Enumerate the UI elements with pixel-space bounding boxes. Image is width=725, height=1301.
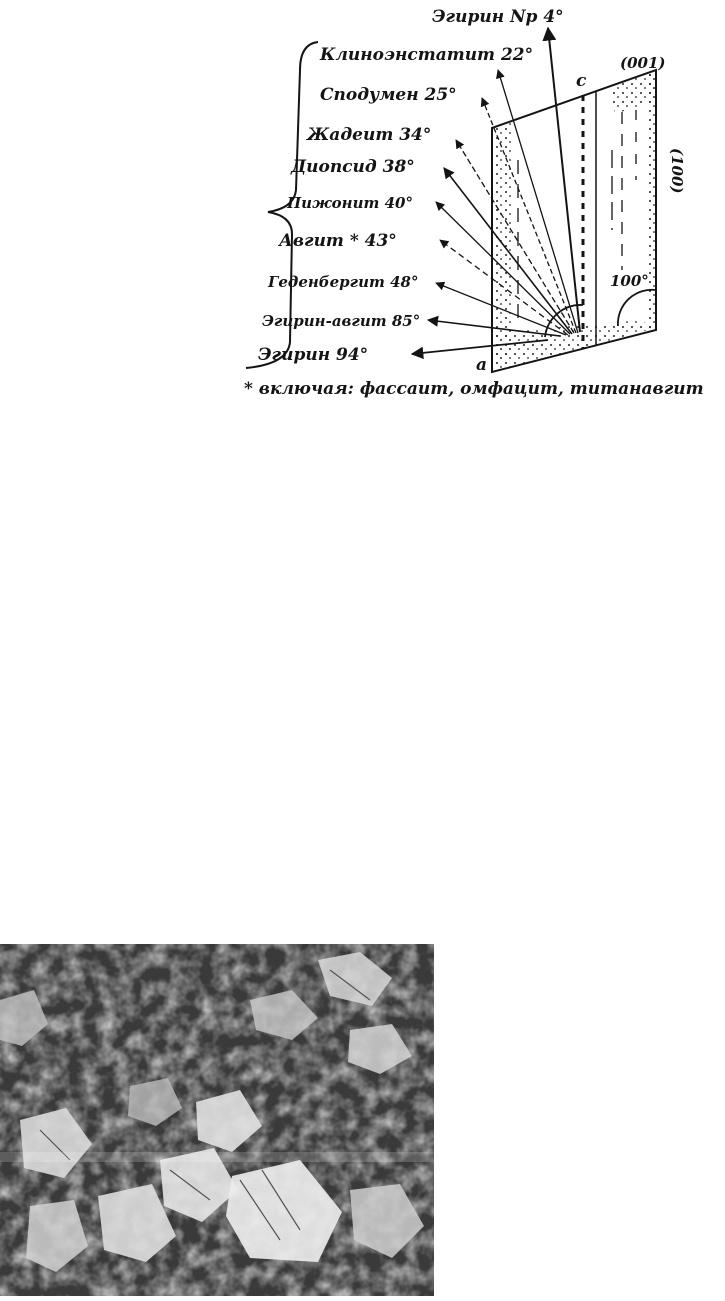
label-jadeite: Жадеит 34° xyxy=(307,125,432,145)
axis-c-label: c xyxy=(576,71,587,91)
label-diopside: Диопсид 38° xyxy=(291,157,415,177)
stipple-right xyxy=(646,70,656,334)
face-100-label: (100) xyxy=(668,148,686,194)
label-aegirine: Эгирин 94° xyxy=(258,345,369,365)
stipple-bottom xyxy=(492,320,656,372)
crystal-diagram xyxy=(244,7,704,399)
label-hedenbergite: Геденбергит 48° xyxy=(268,273,419,291)
footnote: * включая: фассаит, омфацит, титанавгит xyxy=(244,379,704,399)
label-aegirine-augite: Эгирин-авгит 85° xyxy=(262,312,421,330)
label-aegirine-np: Эгирин Np 4° xyxy=(432,7,564,27)
label-augite: Авгит * 43° xyxy=(279,231,397,251)
face-001-label: (001) xyxy=(620,54,666,72)
scan-band xyxy=(0,1152,434,1162)
ray-jadeite xyxy=(456,140,574,333)
label-clinoenstatite: Клиноэнстатит 22° xyxy=(320,45,534,65)
label-pigeonite: Пижонит 40° xyxy=(287,194,413,212)
label-spodumene: Сподумен 25° xyxy=(320,85,457,105)
axis-a-label: a xyxy=(476,355,488,375)
micro-photo xyxy=(0,944,434,1296)
angle-100-label: 100° xyxy=(610,272,649,290)
